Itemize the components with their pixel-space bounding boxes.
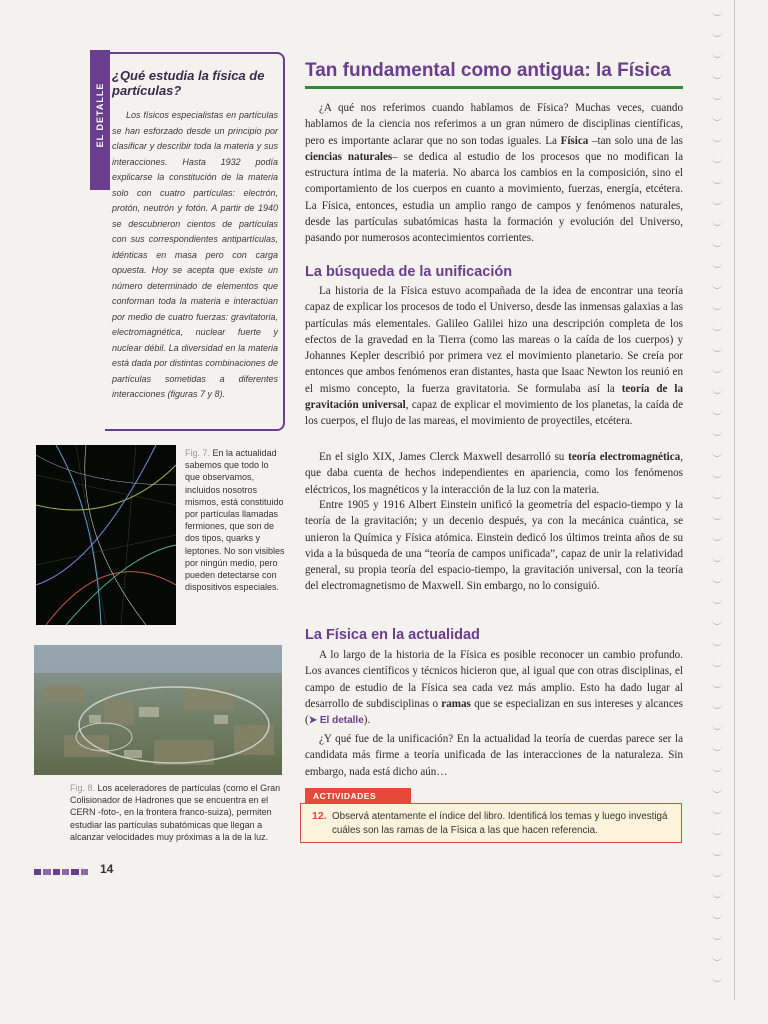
- binding-mark: [712, 766, 722, 772]
- unif-text-1: La historia de la Física estuvo acompañada de la idea de encontrar una teoría capaz de explicar los procesos de todo el Universo, desde las inmensas galaxias a las partículas más elementales. Galileo Galilei hizo una descripción completa de los efectos de la gravedad en la Tierra (como las mareas o la caída de los cuerpos) y Johannes Kepler describió por primera vez el movimiento planetario. Se creía por entonces que ambos fenómenos eran distantes, hasta que Isaac Newton los reunió en el mismo concepto, la fuerza gravitatoria. Se formulaba así la: [305, 285, 683, 395]
- binding-mark: [712, 388, 722, 394]
- binding-mark: [712, 619, 722, 625]
- binding-mark: [712, 472, 722, 478]
- fig7-caption-text: En la actualidad sabemos que todo lo que observamos, incluidos nosotros mismos, está constituido por partículas llamadas fermiones, que son de dos tipos, quarks y leptones. No son visibles por ningún medio, pero pueden detectarse con dispositivos especiales.: [185, 448, 285, 593]
- unif-bold-gravitacion: teoría de la gravitación universal: [305, 382, 683, 412]
- binding-mark: [712, 829, 722, 835]
- binding-mark: [712, 325, 722, 331]
- binding-mark: [712, 157, 722, 163]
- binding-mark: [712, 94, 722, 100]
- binding-mark: [712, 661, 722, 667]
- binding-mark: [712, 808, 722, 814]
- actual-bold-ramas: ramas: [441, 697, 471, 710]
- actividades-tab: ACTIVIDADES: [305, 788, 411, 804]
- intro-text-3: – se dedica al estudio de los procesos que no modifican la estructura íntima de la materia. No abarca los cambios en la composición, sino el comportamiento de los cuerpos en cuanto a movimiento, fuerzas, energía, etcétera. La Física, entonces, estudia un amplio rango de campos y fenómenos naturales, desde las partículas subatómicas hasta la formación y evolución del Universo, pasando por numerosos acontecimientos corrientes.: [305, 150, 684, 245]
- actualidad-paragraph-1: [305, 647, 683, 729]
- intro-text-2: –tan solo una de las: [588, 134, 683, 147]
- actual-text-3: ).: [363, 714, 371, 727]
- page-number: 14: [100, 862, 114, 876]
- detalle-tab-label: EL DETALLE: [95, 82, 105, 148]
- binding-mark: [712, 556, 722, 562]
- binding-mark: [712, 241, 722, 247]
- unificacion-paragraph-3: Entre 1905 y 1916 Albert Einstein unificó la geometría del espacio-tiempo y la teoría de la gravitación; y un decenio después, ya con la mecánica cuántica, se unieron la Química y Física atómica. Einstein dedicó los últimos treinta años de su vida a la búsqueda de una “teoría de campos unificada”, capaz de unir la relatividad general, su propia teoría del espacio-tiempo, la gravitación universal, con la teoría del electromagnetismo de Maxwell. Sin embargo, no lo consiguió.: [305, 499, 683, 593]
- binding-mark: [712, 514, 722, 520]
- binding-mark: [712, 430, 722, 436]
- binding-mark: [712, 871, 722, 877]
- title-underline: [305, 86, 683, 89]
- binding-mark: [712, 73, 722, 79]
- binding-mark: [712, 115, 722, 121]
- binding-mark: [712, 976, 722, 982]
- actual-text-1: A lo largo de la historia de la Física es posible reconocer un cambio profundo. Los avances científicos y técnicos hicieron que, al igual que con otras disciplinas, el campo de estudio de la Física sea cada vez más amplio. Esto ha dado lugar al desarrollo de subdisciplinas o: [305, 649, 683, 710]
- binding-mark: [712, 367, 722, 373]
- fig8-caption: [70, 782, 282, 843]
- page-title: Tan fundamental como antigua: la Física: [305, 60, 671, 81]
- fig8-cern-aerial-image: [34, 645, 282, 775]
- actual-text-2: que se especializan en sus intereses y alcances (: [305, 697, 683, 727]
- actualidad-paragraph-2: ¿Y qué fue de la unificación? En la actualidad la teoría de cuerdas parece ser la candidata más firme a teoría unificada de las interacciones de la naturaleza. Sin embargo, nada está dicho aún…: [305, 733, 683, 778]
- binding-mark: [712, 31, 722, 37]
- binding-mark: [712, 409, 722, 415]
- fig7-label: Fig. 7.: [185, 448, 211, 458]
- binding-mark: [712, 787, 722, 793]
- page-number-bar: [34, 869, 90, 875]
- fig8-label: Fig. 8.: [70, 783, 96, 793]
- binding-mark: [712, 955, 722, 961]
- binding-mark: [712, 262, 722, 268]
- activity-number: 12.: [312, 810, 327, 822]
- unificacion-paragraph-2: [305, 449, 683, 498]
- binding-mark: [712, 850, 722, 856]
- heading-actualidad: La Física en la actualidad: [305, 627, 480, 643]
- binding-mark: [712, 451, 722, 457]
- page-edge-line: [734, 0, 735, 1000]
- fig7-particle-tracks-image: [36, 445, 176, 625]
- binding-mark: [712, 304, 722, 310]
- binding-mark: [712, 10, 722, 16]
- binding-mark: [712, 220, 722, 226]
- binding-mark: [712, 535, 722, 541]
- detalle-title: ¿Qué estudia la física de partículas?: [112, 68, 265, 98]
- binding-mark: [712, 577, 722, 583]
- intro-bold-ciencias: ciencias naturales: [305, 150, 393, 163]
- maxwell-text-1: En el siglo XIX, James Clerck Maxwell desarrolló su: [319, 451, 569, 463]
- binding-mark: [712, 178, 722, 184]
- binding-mark: [712, 346, 722, 352]
- binding-mark: [712, 724, 722, 730]
- binding-mark: [712, 493, 722, 499]
- binding-mark: [712, 892, 722, 898]
- binding-mark: [712, 598, 722, 604]
- intro-bold-fisica: Física: [560, 134, 589, 147]
- maxwell-bold: teoría electromagnética: [568, 451, 681, 463]
- fig8-caption-text: Los aceleradores de partículas (como el Gran Colisionador de Hadrones que se encuentra en el CERN -foto-, en la frontera franco-suiza), permiten estudiar las partículas subatómicas que llegan a alcanzar velocidades muy próximas a la de la luz.: [70, 783, 281, 842]
- intro-text-1: ¿A qué nos referimos cuando hablamos de Física? Muchas veces, cuando hablamos de la ciencia nos referimos a un gran número de disciplinas científicas, pero es importante aclarar que no son todas iguales. La: [305, 102, 683, 147]
- binding-mark: [712, 640, 722, 646]
- binding-mark: [712, 682, 722, 688]
- binding-mark: [712, 934, 722, 940]
- binding-mark: [712, 745, 722, 751]
- el-detalle-reference: ➤ El detalle: [308, 715, 364, 727]
- fig7-caption: [185, 447, 285, 593]
- binding-mark: [712, 136, 722, 142]
- maxwell-text-2: , que daba cuenta de hechos independientes en apariencia, como los fenómenos eléctricos, los magnéticos y la interacción de la luz con la materia.: [305, 451, 683, 496]
- detalle-body: Los físicos especialistas en partículas se han esforzado desde un principio por clasificar y describir toda la materia y sus interacciones. Hasta 1932 podía explicarse la constitución de la materia solo con cuatro partículas: electrón, protón, neutrón y fotón. A partir de 1940 se descubrieron cientos de partículas con sus correspondientes antipartículas, idénticas en masa pero con carga opuesta. Hoy se acepta que existe un número determinado de elementos que conforman toda la materia e interactúan por medio de cuatro fuerzas: gravitatoria, electromagnética, nuclear fuerte y nuclear débil. La diversidad en la materia está dada por distintas combinaciones de partículas sometidas a diferentes interacciones (figuras 7 y 8).: [112, 110, 278, 399]
- unif-text-2: , capaz de explicar el movimiento de los planetas, la caída de los cuerpos, el flujo de las mareas, el movimiento de proyectiles, etcétera.: [305, 399, 683, 428]
- activity-text: Observá atentamente el índice del libro. Identificá los temas y luego investigá cuáles son las ramas de la Física a las que hacen referencia.: [332, 811, 668, 836]
- binding-mark: [712, 703, 722, 709]
- binding-mark: [712, 913, 722, 919]
- intro-paragraph: [305, 100, 683, 247]
- binding-mark: [712, 199, 722, 205]
- binding-mark: [712, 283, 722, 289]
- heading-unificacion: La búsqueda de la unificación: [305, 264, 513, 280]
- unificacion-paragraph-1: [305, 283, 683, 430]
- binding-edge: [706, 0, 734, 1000]
- binding-mark: [712, 52, 722, 58]
